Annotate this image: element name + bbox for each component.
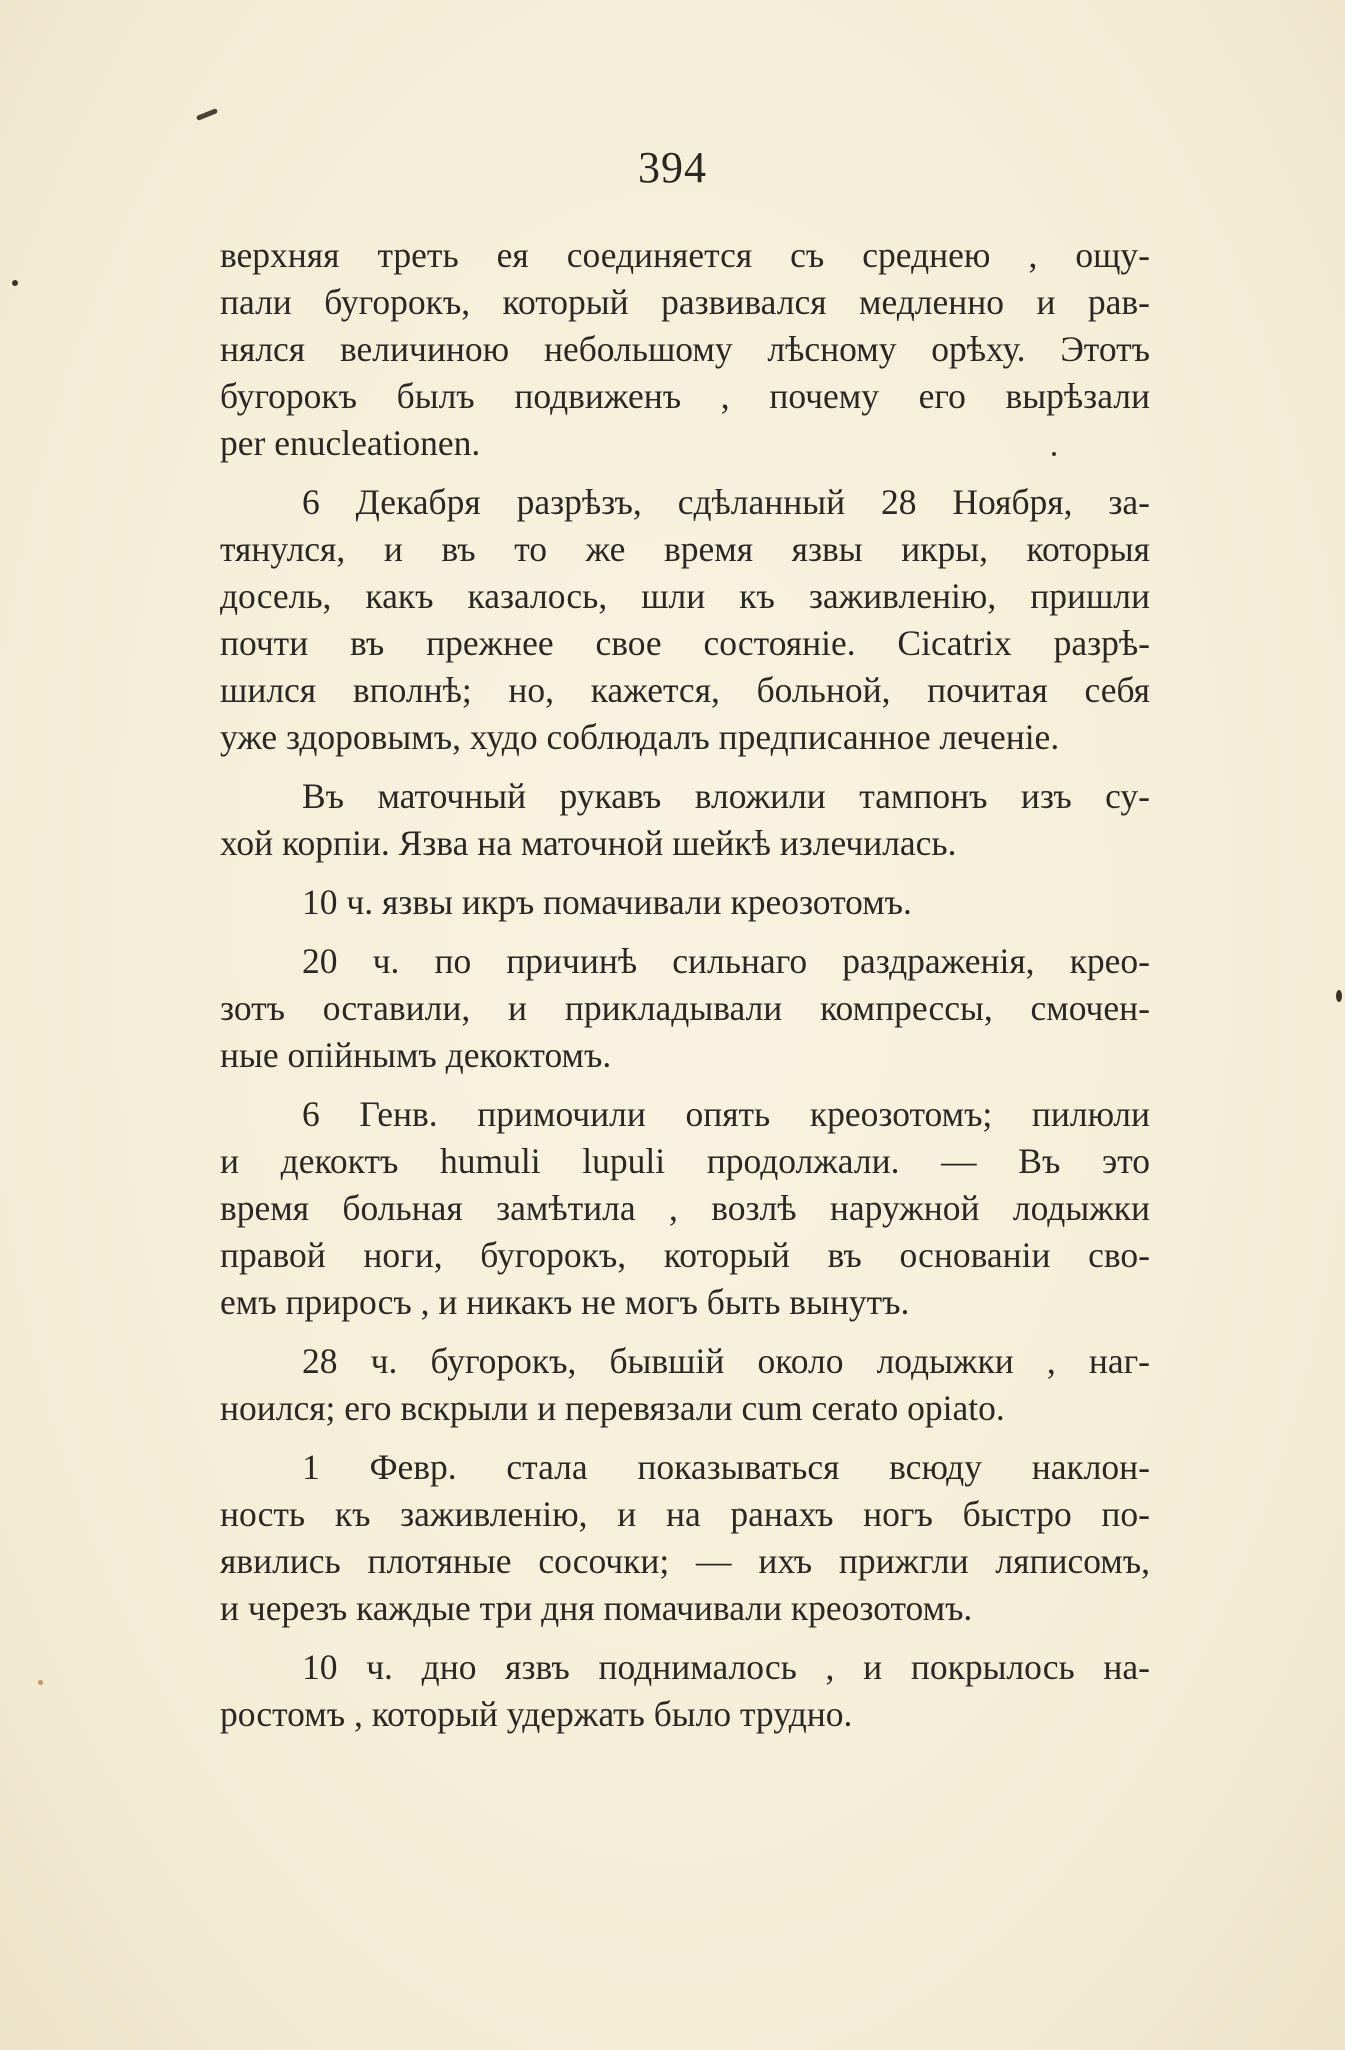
paragraph: [220, 938, 1150, 1079]
text-line: зотъ оставили, и прикладывали компрессы, смочен-: [220, 988, 1150, 1028]
text-line: досель, какъ казалось, шли къ заживленію, пришли: [220, 576, 1150, 616]
text-line: 20 ч. по причинѣ сильнаго раздраженія, крео-: [302, 941, 1150, 981]
text-line: 10 ч. язвы икръ помачивали креозотомъ.: [302, 882, 912, 922]
text-line: и черезъ каждые три дня помачивали креозотомъ.: [220, 1588, 973, 1628]
text-line: верхняя треть ея соединяется съ среднею , ощу-: [220, 235, 1150, 275]
text-line: шился вполнѣ; но, кажется, больной, почитая себя: [220, 670, 1150, 710]
text-line: Въ маточный рукавъ вложили тампонъ изъ су-: [302, 776, 1150, 816]
paragraph: [220, 773, 1150, 867]
text-line: и декоктъ humuli lupuli продолжали. — Въ это: [220, 1141, 1150, 1181]
ink-mark: [196, 108, 218, 121]
text-line: уже здоровымъ, худо соблюдалъ предписанное леченіе.: [220, 717, 1060, 757]
paragraph: [220, 879, 1150, 926]
text-line: ность къ заживленію, и на ранахъ ногъ быстро по-: [220, 1494, 1150, 1534]
ink-speck: [38, 1680, 43, 1685]
paragraph: [220, 1644, 1150, 1738]
text-line: 1 Февр. стала показываться всюду наклон-: [302, 1447, 1150, 1487]
text-line: правой ноги, бугорокъ, который въ основаніи сво-: [220, 1235, 1150, 1275]
text-line: ноился; его вскрыли и перевязали cum cerato opiato.: [220, 1388, 1005, 1428]
ink-speck: [12, 280, 18, 286]
text-line: ные опійнымъ декоктомъ.: [220, 1035, 612, 1075]
text-line: ростомъ , который удержать было трудно.: [220, 1694, 853, 1734]
text-line: явились плотяные сосочки; — ихъ прижгли ляписомъ,: [220, 1541, 1150, 1581]
text-line: бугорокъ былъ подвиженъ , почему его вырѣзали: [220, 376, 1150, 416]
text-line: время больная замѣтила , возлѣ наружной лодыжки: [220, 1188, 1150, 1228]
text-line: 28 ч. бугорокъ, бывшій около лодыжки , наг-: [302, 1341, 1150, 1381]
text-line: нялся величиною небольшому лѣсному орѣху. Этотъ: [220, 329, 1150, 369]
text-line: 10 ч. дно язвъ поднималось , и покрылось на-: [302, 1647, 1150, 1687]
paragraph: [220, 1338, 1150, 1432]
text-line: per enucleationen.: [220, 423, 481, 463]
paragraph: [220, 1444, 1150, 1632]
body-text: [220, 232, 1150, 1750]
text-line: 6 Генв. примочили опять креозотомъ; пилюли: [302, 1094, 1150, 1134]
text-line: хой корпіи. Язва на маточной шейкѣ излечилась.: [220, 823, 957, 863]
paragraph: [220, 232, 1150, 467]
ink-speck: [1336, 990, 1342, 1002]
text-line: почти въ прежнее свое состояніе. Cicatrix разрѣ-: [220, 623, 1150, 663]
text-line: тянулся, и въ то же время язвы икры, которыя: [220, 529, 1150, 569]
text-line: емъ приросъ , и никакъ не могъ быть вынутъ.: [220, 1282, 910, 1322]
page-number: 394: [638, 143, 707, 192]
paragraph: [220, 479, 1150, 761]
text-line: 6 Декабря разрѣзъ, сдѣланный 28 Ноября, за-: [302, 482, 1150, 522]
text-line: пали бугорокъ, который развивался медленно и рав-: [220, 282, 1150, 322]
paragraph: [220, 1091, 1150, 1326]
